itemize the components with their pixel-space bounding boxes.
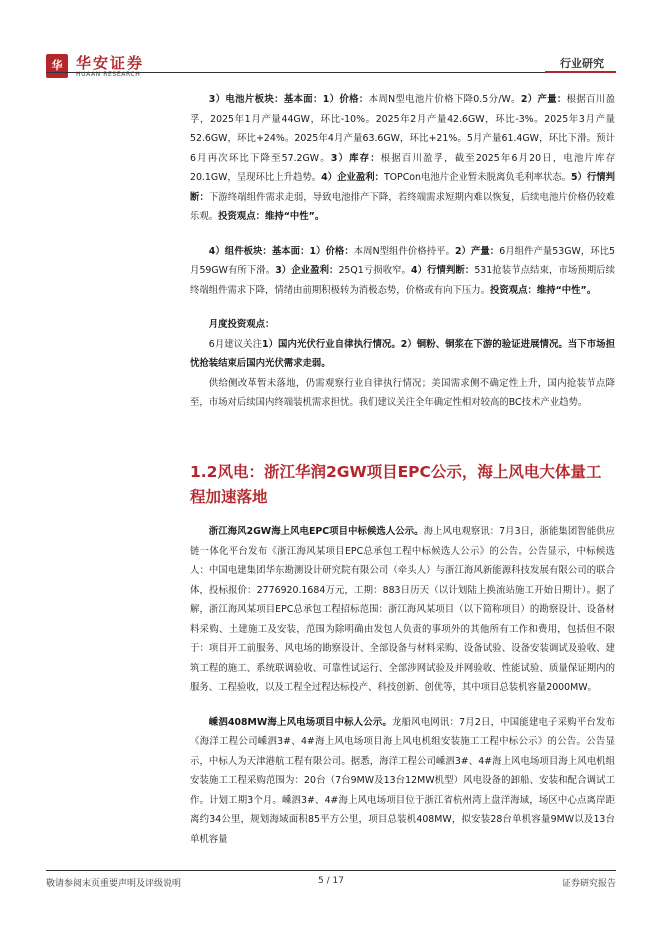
- company-logo: [46, 52, 156, 84]
- wind-news-1: [190, 522, 615, 698]
- module-view: 投资观点：维持“中性”。: [490, 284, 597, 296]
- module-intro: 4）组件板块：基本面：1）价格：: [208, 245, 354, 257]
- report-category: 行业研究: [560, 57, 604, 70]
- monthly-focus: 1）国内光伏行业自律执行情况。2）铜粉、铜浆在下游的验证进展情况。当下市场担忧抢装结束后国内光伏需求走弱。: [190, 338, 615, 369]
- monthly-title: [190, 315, 615, 335]
- cell-output-label: 2）产量：: [520, 94, 567, 105]
- wind-content: [190, 522, 615, 849]
- monthly-title-text: 月度投资观点：: [208, 319, 275, 330]
- logo-chinese-name: 华安证券: [76, 54, 145, 72]
- monthly-paragraph-1: [190, 335, 615, 374]
- monthly-section: [190, 315, 615, 413]
- section-title: 1.2风电：浙江华润2GW项目EPC公示，海上风电大体量工程加速落地: [190, 463, 602, 506]
- module-section: [190, 242, 615, 301]
- footer-report-type: 证券研究报告: [561, 879, 616, 889]
- monthly-lead: 6月建议关注: [208, 338, 263, 350]
- header-accent-bar: [545, 71, 616, 73]
- wind-news-2-headline: 嵊泗408MW海上风电场项目中标人公示。: [208, 716, 393, 728]
- module-output-label: 2）产量：: [454, 245, 500, 257]
- wind-news-2: [190, 713, 615, 850]
- cell-judgement-label: 5）行情判断：: [190, 172, 615, 203]
- header-divider: [46, 72, 616, 73]
- page-number: 5 / 17: [318, 876, 344, 886]
- logo-seal-icon: 华: [46, 54, 68, 78]
- module-price: 本周N型组件价格持平。: [353, 245, 455, 257]
- cell-intro: 3）电池片板块：基本面：1）价格：: [208, 94, 369, 105]
- cell-profit-label: 4）企业盈利：: [321, 172, 384, 183]
- footer-disclaimer: 敬请参阅末页重要声明及评级说明: [46, 879, 182, 889]
- monthly-paragraph-2: 供给侧改革暂未落地，仍需观察行业自律执行情况；美国需求侧不确定性上升，国内抢装节点降至，市场对后续国内终端装机需求担忧。我们建议关注全年确定性相对较高的BC技术产业趋势。: [190, 377, 615, 408]
- cell-paragraph: [190, 90, 615, 227]
- cell-judgement: 下游终端组件需求走弱，导致电池排产下降，若终端需求短期内难以恢复，后续电池片价格仍较难乐观。: [190, 191, 615, 222]
- cell-inventory: 根据百川盈孚，截至2025年6月20日，电池片库存20.1GW，呈现环比上升趋势。: [190, 152, 616, 183]
- module-judgement: 531抢装节点结束，市场预期后续终端组件需求下降，情绪由前期积极转为消极态势，价格或有向下压力。: [190, 265, 615, 296]
- cell-section: [190, 90, 615, 227]
- module-paragraph: [190, 242, 615, 301]
- cell-price: 本周N型电池片价格下降0.5分/W。: [368, 94, 521, 105]
- module-judgement-label: 4）行情判断：: [411, 265, 475, 276]
- wind-news-1-headline: 浙江海风2GW海上风电EPC项目中标候选人公示。: [208, 526, 424, 537]
- module-profit-label: 3）企业盈利：: [275, 265, 339, 276]
- cell-output: 根据百川盈孚，2025年1月产量44GW，环比-10%。2025年2月产量42.6GW，环比-3%。2025年3月产量52.6GW，环比+24%。2025年4月产量63.6GW，环比+21%。5月产量61.4GW，环比下滑。预计6月再次环比下降至57.2GW。: [190, 94, 615, 164]
- wind-news-2-body: 龙船风电网讯：7月2日，中国能建电子采购平台发布《海洋工程公司嵊泗3#、4#海上风电场项目海上风电机组安装施工工程中标公示》的公告。公告显示，中标人为天津港航工程有限公司。据悉，海洋工程公司嵊泗3#、4#海上风电场项目海上风电机组安装施工工程采购范围为：20台（7台9MW及13台12MW机型）风电设备的卸船、安装和配合调试工作。计划工期3个月。嵊泗3#、4#海上风电场项目位于浙江省杭州湾上盘洋海域，场区中心点离岸距离约34公里，规划海域面积85平方公里，项目总装机408MW，拟安装28台单机容量9MW以及13台单机容量: [190, 716, 615, 845]
- module-profit: 25Q1亏损收窄。: [338, 265, 412, 276]
- wind-news-2-paragraph: [190, 713, 615, 850]
- module-output: 6月组件产量53GW，环比5月59GW有所下滑。: [190, 245, 615, 276]
- main-content: [190, 90, 615, 413]
- cell-inventory-label: 3）库存：: [330, 152, 381, 164]
- footer-divider: [46, 870, 616, 871]
- logo-english-name: HUAAN RESEARCH: [76, 71, 141, 78]
- cell-profit: TOPCon电池片企业暂未脱离负毛利率状态。: [383, 172, 571, 183]
- wind-news-1-paragraph: [190, 522, 615, 698]
- wind-news-1-body: 海上风电观察讯：7月3日，浙能集团智能供应链一体化平台发布《浙江海风某项目EPC总承包工程中标候选人公示》的公告。公告显示，中标候选人：中国电建集团华东勘测设计研究院有限公司（牵头人）与浙江海风新能源科技发展有限公司的联合体，投标报价：2776920.1684万元，工期：883日历天（以计划陆上换流站施工开始日期计）。据了解，浙江海风某项目EPC总承包工程招标范围：浙江海风某项目（以下简称项目）的勘察设计、设备材料采购、土建施工及安装，范围为除明确由发包人负责的事项外的其他所有工作和费用，包括但不限于：项目开工前服务、风电场的勘察设计、全部设备与材料采购、设备试验、设备安装调试及验收、建筑工程的施工、系统联调验收、可靠性试运行、全部涉网试验及并网验收、性能试验、质量保证期内的服务、工程验收，以及工程全过程达标投产、科技创新、创优等，其中项目总装机容量2000MW。: [190, 526, 616, 693]
- cell-view: 投资观点：维持“中性”。: [218, 211, 325, 222]
